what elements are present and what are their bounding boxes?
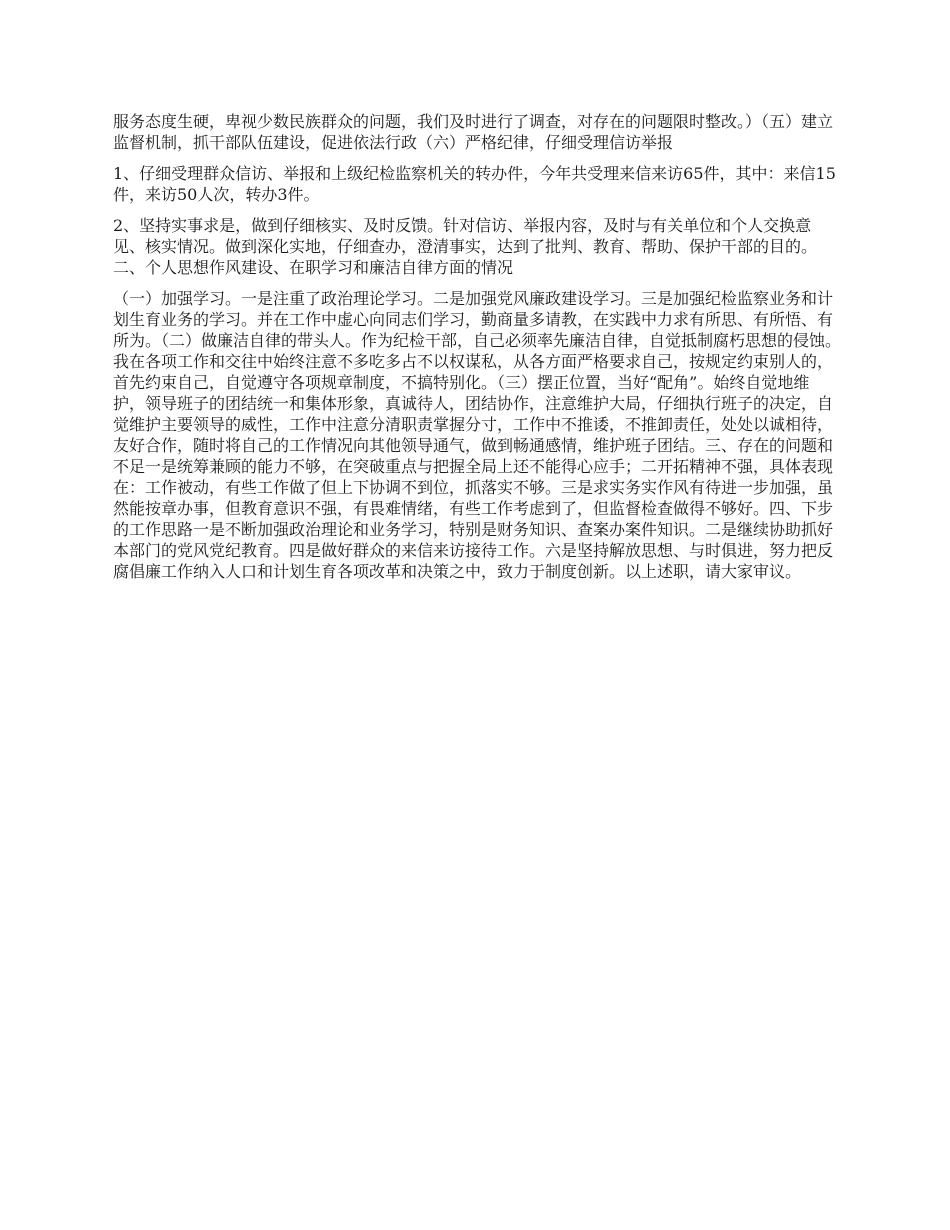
paragraph-petition-intro: 服务态度生硬，卑视少数民族群众的问题，我们及时进行了调查，对存在的问题限时整改。）（五）建立监督机制，抓干部队伍建设，促进依法行政（六）严格纪律，仔细受理信访举报 bbox=[113, 112, 834, 152]
paragraph-verification: 2、坚持实事求是，做到仔细核实、及时反馈。针对信访、举报内容，及时与有关单位和个人交换意见、核实情况。做到深化实地，仔细查办，澄清事实，达到了批判、教育、帮助、保护干部的目的。二、个人思想作风建设、在职学习和廉洁自律方面的情况 bbox=[113, 216, 818, 277]
document-body bbox=[113, 111, 841, 592]
paragraph-study-and-discipline: （一）加强学习。一是注重了政治理论学习。二是加强党风廉政建设学习。三是加强纪检监察业务和计划生育业务的学习。并在工作中虚心向同志们学习，勤商量多请教，在实践中力求有所思、有所悟、有所为。（二）做廉洁自律的带头人。作为纪检干部，自己必须率先廉洁自律，自觉抵制腐朽思想的侵蚀。我在各项工作和交往中始终注意不多吃多占不以权谋私，从各方面严格要求自己，按规定约束别人的，首先约束自己，自觉遵守各项规章制度，不搞特别化。（三）摆正位置，当好“配角”。始终自觉地维护，领导班子的团结统一和集体形象，真诚待人，团结协作，注意维护大局，仔细执行班子的决定，自觉维护主要领导的威性，工作中注意分清职责掌握分寸，工作中不推诿，不推卸责任，处处以诚相待，友好合作，随时将自己的工作情况向其他领导通气，做到畅通感情，维护班子团结。三、存在的问题和不足一是统筹兼顾的能力不够，在突破重点与把握全局上还不能得心应手；二开拓精神不强，具体表现在：工作被动，有些工作做了但上下协调不到位，抓落实不够。三是求实务实作风有待进一步加强，虽然能按章办事，但教育意识不强，有畏难情绪，有些工作考虑到了，但监督检查做得不够好。四、下步的工作思路一是不断加强政治理论和业务学习，特别是财务知识、查案办案件知识。二是继续协助抓好本部门的党风党纪教育。四是做好群众的来信来访接待工作。六是坚持解放思想、与时俱进，努力把反腐倡廉工作纳入人口和计划生育各项改革和决策之中，致力于制度创新。以上述职，请大家审议。 bbox=[113, 289, 842, 581]
paragraph-petition-stats: 1、仔细受理群众信访、举报和上级纪检监察机关的转办件，今年共受理来信来访65件，其中：来信15件，来访50人次，转办3件。 bbox=[113, 164, 836, 204]
